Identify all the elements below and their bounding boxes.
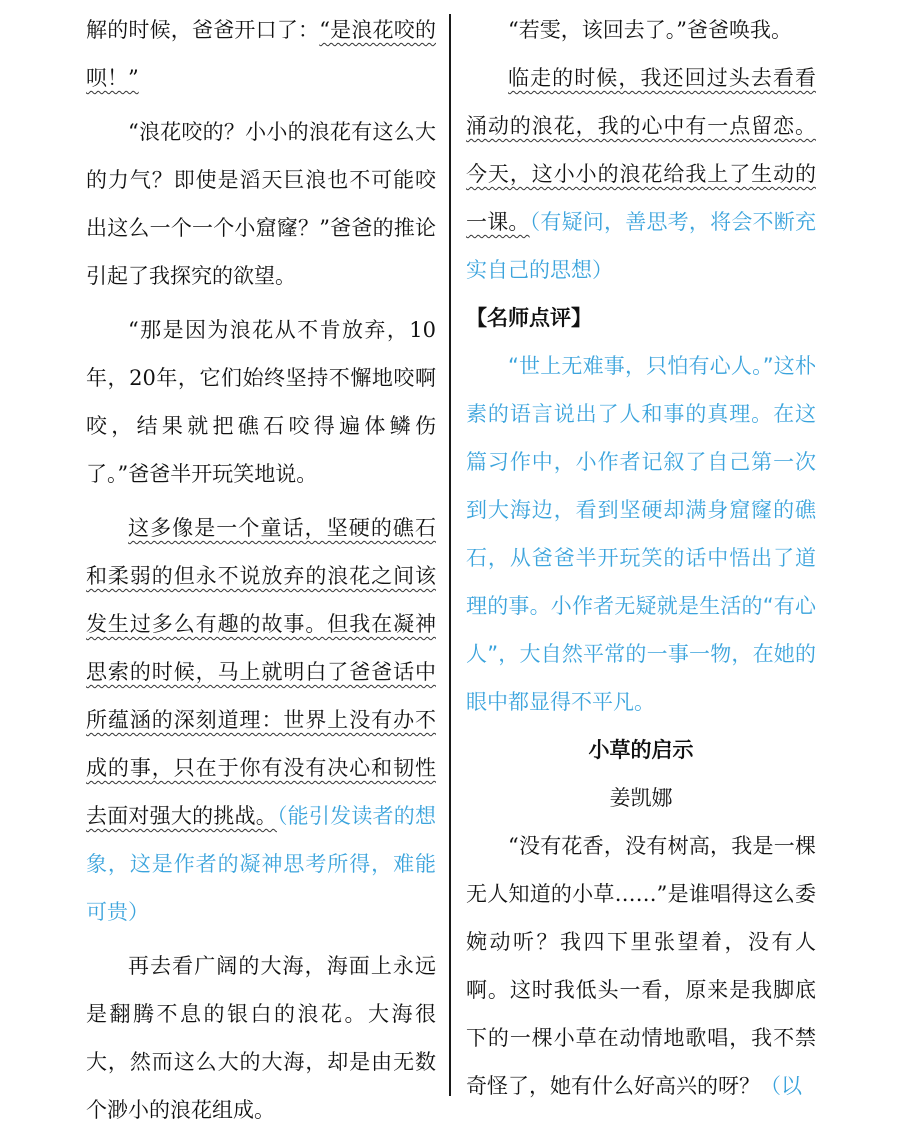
essay-p1-comment: （以 [760, 1074, 802, 1098]
review-heading: 【名师点评】 [466, 306, 592, 330]
essay-title: 小草的启示 [588, 738, 694, 762]
left-p1-quote: “是浪花咬的呗！” [86, 18, 436, 90]
right-paragraph-2 [466, 54, 816, 294]
right-column [466, 6, 816, 1110]
essay-author: 姜凯娜 [609, 786, 673, 810]
left-paragraph-4 [86, 504, 436, 936]
left-column [86, 6, 436, 1134]
left-paragraph-2: “浪花咬的？小小的浪花有这么大的力气？即使是滔天巨浪也不可能咬出这么一个一个小窟窿？”爸爸的推论引起了我探究的欲望。 [86, 120, 436, 288]
left-p4-comment: （能引发读者的想象，这是作者的凝神思考所得，难能可贵） [86, 804, 436, 924]
essay-paragraph-1 [466, 822, 816, 1110]
right-p2-underlined: 临走的时候，我还回过头去看看涌动的浪花，我的心中有一点留恋。今天，这小小的浪花给我上了生动的一课。 [466, 66, 816, 234]
left-paragraph-1 [86, 6, 436, 102]
left-p1-text: 解的时候，爸爸开口了： [86, 18, 320, 42]
essay-p1-text: “没有花香，没有树高，我是一棵无人知道的小草……”是谁唱得这么委婉动听？我四下里张望着，没有人啊。这时我低头一看，原来是我脚底下的一棵小草在动情地歌唱，我不禁奇怪了，她有什么好高兴的呀？ [466, 834, 816, 1098]
right-p2-comment: （有疑问，善思考，将会不断充实自己的思想） [466, 210, 816, 282]
right-paragraph-1: “若雯，该回去了。”爸爸唤我。 [508, 18, 792, 42]
column-divider [449, 14, 451, 1096]
left-p4-underlined: 这多像是一个童话，坚硬的礁石和柔弱的但永不说放弃的浪花之间该发生过多么有趣的故事。但我在凝神思索的时候，马上就明白了爸爸话中所蕴涵的深刻道理：世界上没有办不成的事，只在于你有没有决心和韧性去面对强大的挑战。 [86, 516, 436, 828]
review-text: “世上无难事，只怕有心人。”这朴素的语言说出了人和事的真理。在这篇习作中，小作者记叙了自己第一次到大海边，看到坚硬却满身窟窿的礁石，从爸爸半开玩笑的话中悟出了道理的事。小作者无疑就是生活的“有心人”，大自然平常的一事一物，在她的眼中都显得不平凡。 [466, 354, 816, 714]
left-paragraph-3: “那是因为浪花从不肯放弃，10年，20年，它们始终坚持不懈地咬啊咬，结果就把礁石咬得遍体鳞伤了。”爸爸半开玩笑地说。 [86, 318, 436, 486]
left-paragraph-5: 再去看广阔的大海，海面上永远是翻腾不息的银白的浪花。大海很大，然而这么大的大海，却是由无数个渺小的浪花组成。 [86, 954, 436, 1122]
